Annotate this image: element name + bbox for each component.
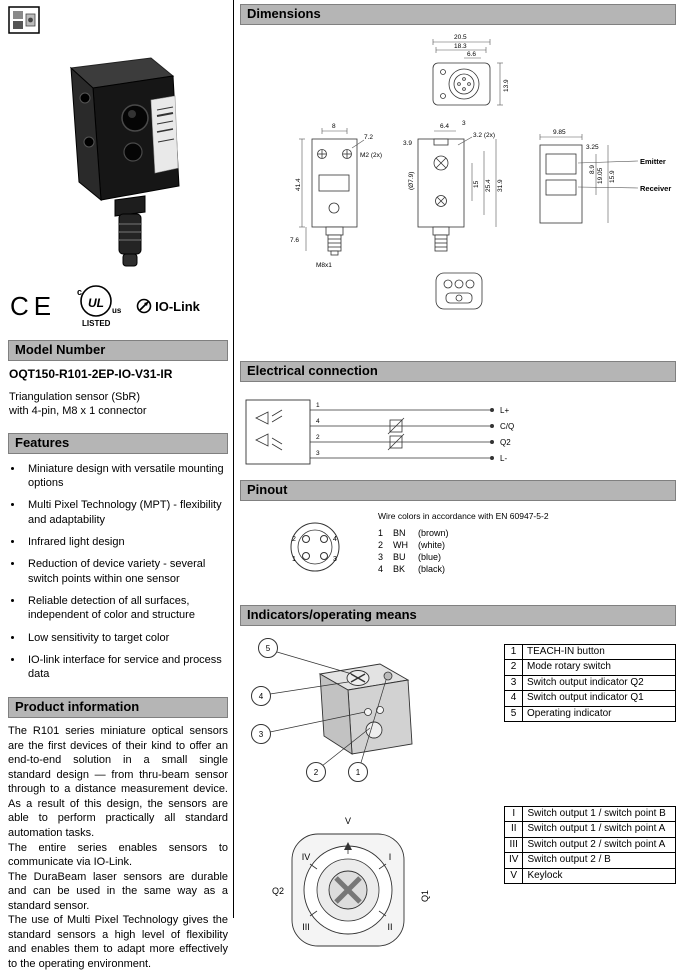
elec-pin-num: 4	[316, 417, 320, 425]
dimensions-header: Dimensions	[240, 4, 676, 25]
indicators-header: Indicators/operating means	[240, 605, 676, 626]
switch-num: II	[505, 822, 523, 838]
dim-label: 3.25	[586, 143, 599, 151]
dim-label: 3.9	[403, 139, 413, 147]
receiver-label: Receiver	[640, 183, 672, 193]
callout-number: 5	[265, 643, 271, 653]
product-info-paragraph: The DuraBeam laser sensors are durable and can be used in the same way as a standard sensor.	[8, 870, 228, 912]
rotary-switch-diagram	[254, 794, 444, 974]
table-row	[505, 822, 676, 838]
indicators-sensor-diagram	[240, 632, 445, 790]
ul-listed-label: LISTED	[82, 319, 111, 328]
controls-table	[504, 644, 676, 723]
dial-label: III	[302, 921, 310, 932]
dim-label: 15	[473, 180, 480, 188]
ul-mark	[70, 283, 122, 329]
dim-label: 7.6	[290, 236, 300, 244]
left-column	[0, 0, 233, 970]
dim-label: 31.9	[497, 179, 504, 192]
wire-color: (brown)	[418, 527, 449, 538]
table-row	[378, 563, 459, 575]
feature-item: • Multi Pixel Technology (MPT) - flexibility and adaptability	[24, 498, 228, 527]
wire-abbr: BU	[393, 551, 406, 562]
emitter-label: Emitter	[640, 156, 666, 166]
table-row	[505, 660, 676, 676]
wire-color: (blue)	[418, 551, 442, 562]
control-num: 5	[505, 706, 523, 722]
feature-item: • Reduction of device variety - several switch points within one sensor	[24, 557, 228, 586]
dial-label: IV	[301, 851, 311, 862]
switch-label: Keylock	[523, 868, 676, 884]
elec-pin-num: 3	[316, 449, 320, 457]
dim-label: 6.6	[467, 50, 477, 58]
callout-number: 3	[258, 729, 264, 739]
callout-number: 4	[258, 691, 264, 701]
product-info-paragraph: The R101 series miniature optical sensors are the first devices of their kind to offer an end-to-end solution in a small single standard design — from thru-beam sensor through to a distance measurement device. As a result of this design, the sensors are able to perform practically all standard automation tasks.	[8, 725, 228, 839]
product-info-paragraph: The entire series enables sensors to communicate via IO-Link.	[8, 841, 228, 869]
product-information-text	[8, 724, 228, 971]
table-row	[505, 853, 676, 869]
elec-pin-num: 2	[316, 433, 320, 441]
features-header: Features	[8, 433, 228, 454]
control-num: 4	[505, 691, 523, 707]
table-row	[505, 644, 676, 660]
iolink-icon	[136, 298, 152, 314]
feature-item: • Miniature design with versatile mounting options	[24, 462, 228, 491]
switch-num: III	[505, 837, 523, 853]
model-number: OQT150-R101-2EP-IO-V31-IR	[9, 366, 173, 381]
wire-colors-block	[378, 511, 549, 575]
pinout-connector-diagram	[280, 511, 350, 581]
feature-item: • Reliable detection of all surfaces, independent of color and structure	[24, 594, 228, 623]
dim-label: M2 (2x)	[360, 151, 383, 159]
right-column	[233, 0, 681, 932]
table-row	[505, 868, 676, 884]
pinout-pin-label: 2	[292, 535, 296, 543]
dim-label: 15.9	[609, 170, 616, 183]
ul-c-label: c	[77, 287, 83, 297]
pinout-header: Pinout	[240, 480, 676, 501]
model-connector: with 4-pin, M8 x 1 connector	[9, 404, 147, 417]
table-row	[378, 539, 459, 551]
dim-label: 8	[332, 122, 336, 130]
control-label: Mode rotary switch	[523, 660, 676, 676]
feature-item: • Low sensitivity to target color	[24, 631, 228, 645]
dim-label: 25.4	[485, 179, 492, 192]
ul-us-label: us	[112, 306, 122, 315]
callout-number: 1	[355, 767, 361, 777]
control-num: 1	[505, 644, 523, 660]
dimensions-drawing-svg	[240, 27, 676, 347]
dim-label: M8x1	[316, 261, 332, 269]
table-row	[505, 675, 676, 691]
feature-item: • IO-link interface for service and process data	[24, 653, 228, 682]
dim-label: 9.85	[553, 128, 566, 136]
ul-mark-icon	[70, 283, 122, 329]
dim-label: 20.5	[454, 33, 467, 41]
iolink-logo	[136, 298, 200, 314]
ce-mark: CE	[10, 290, 57, 321]
electrical-connection-header: Electrical connection	[240, 361, 676, 382]
dim-label: 41.4	[295, 178, 302, 191]
pinout-pin-label: 1	[292, 555, 296, 563]
model-type: Triangulation sensor (SbR)	[9, 390, 141, 403]
table-row	[505, 706, 676, 722]
control-label: TEACH-IN button	[523, 644, 676, 660]
model-number-header: Model Number	[8, 340, 228, 361]
table-row	[378, 527, 459, 539]
iolink-label: IO-Link	[155, 298, 200, 314]
dim-label: 6.4	[440, 122, 450, 130]
dimensions-drawing	[240, 27, 676, 347]
dial-label: I	[388, 851, 392, 862]
elec-pin-num: 1	[316, 401, 320, 409]
elec-pin-label: L-	[500, 453, 508, 463]
wire-color: (white)	[418, 539, 446, 550]
dial-label: Q1	[420, 889, 430, 902]
ul-label: UL	[88, 296, 105, 310]
elec-pin-label: C/Q	[500, 421, 515, 431]
control-label: Switch output indicator Q2	[523, 675, 676, 691]
feature-item: • Infrared light design	[24, 535, 228, 549]
switch-label: Switch output 1 / switch point A	[523, 822, 676, 838]
product-information-header: Product information	[8, 697, 228, 718]
wire-pin: 4	[378, 563, 384, 574]
wire-color: (black)	[418, 563, 446, 574]
table-row	[378, 551, 459, 563]
dim-label: (Ø7.9)	[408, 171, 415, 190]
brand-logo-icon	[8, 6, 40, 34]
switch-num: IV	[505, 853, 523, 869]
wire-abbr: BN	[393, 527, 406, 538]
features-list	[24, 462, 228, 682]
callout-number: 2	[313, 767, 319, 777]
electrical-connection-drawing	[240, 390, 676, 474]
electrical-circuit-svg	[240, 390, 570, 474]
dim-label: 8.9	[589, 164, 596, 174]
switch-label: Switch output 2 / B	[523, 853, 676, 869]
table-row	[505, 691, 676, 707]
pinout-pin-label: 4	[333, 535, 337, 543]
elec-pin-label: Q2	[500, 437, 511, 447]
dim-label: 18.3	[454, 42, 467, 50]
control-label: Switch output indicator Q1	[523, 691, 676, 707]
switch-label: Switch output 2 / switch point A	[523, 837, 676, 853]
product-info-paragraph: The use of Multi Pixel Technology gives the standard sensors a high level of flexibility and enables them to adapt more effectively to the operating environment.	[8, 914, 228, 970]
table-row	[505, 837, 676, 853]
dim-label: 3	[462, 119, 466, 127]
wire-colors-note: Wire colors in accordance with EN 60947-5-2	[378, 510, 549, 521]
brand-logo	[8, 6, 40, 34]
wire-pin: 1	[378, 527, 384, 538]
dim-label: 13.9	[503, 79, 510, 92]
control-num: 2	[505, 660, 523, 676]
dim-label: 3.2 (2x)	[473, 131, 496, 139]
product-photo	[8, 40, 228, 278]
switch-num: I	[505, 806, 523, 822]
switch-num: V	[505, 868, 523, 884]
dim-label: 19.05	[597, 167, 604, 184]
dial-label: Q2	[272, 885, 285, 896]
control-label: Operating indicator	[523, 706, 676, 722]
certifications-row	[10, 280, 228, 332]
table-row	[505, 806, 676, 822]
dim-label: 7.2	[364, 133, 374, 141]
dial-label: II	[387, 921, 393, 932]
switch-label: Switch output 1 / switch point B	[523, 806, 676, 822]
product-photo-image	[23, 40, 213, 278]
elec-pin-label: L+	[500, 405, 510, 415]
wire-pin: 2	[378, 539, 384, 550]
control-num: 3	[505, 675, 523, 691]
wire-pin: 3	[378, 551, 384, 562]
wire-abbr: WH	[393, 539, 409, 550]
wire-abbr: BK	[393, 563, 406, 574]
pinout-pin-label: 3	[333, 555, 337, 563]
dial-label: V	[344, 815, 352, 826]
wire-colors-table	[378, 527, 459, 575]
switch-positions-table	[504, 806, 676, 885]
